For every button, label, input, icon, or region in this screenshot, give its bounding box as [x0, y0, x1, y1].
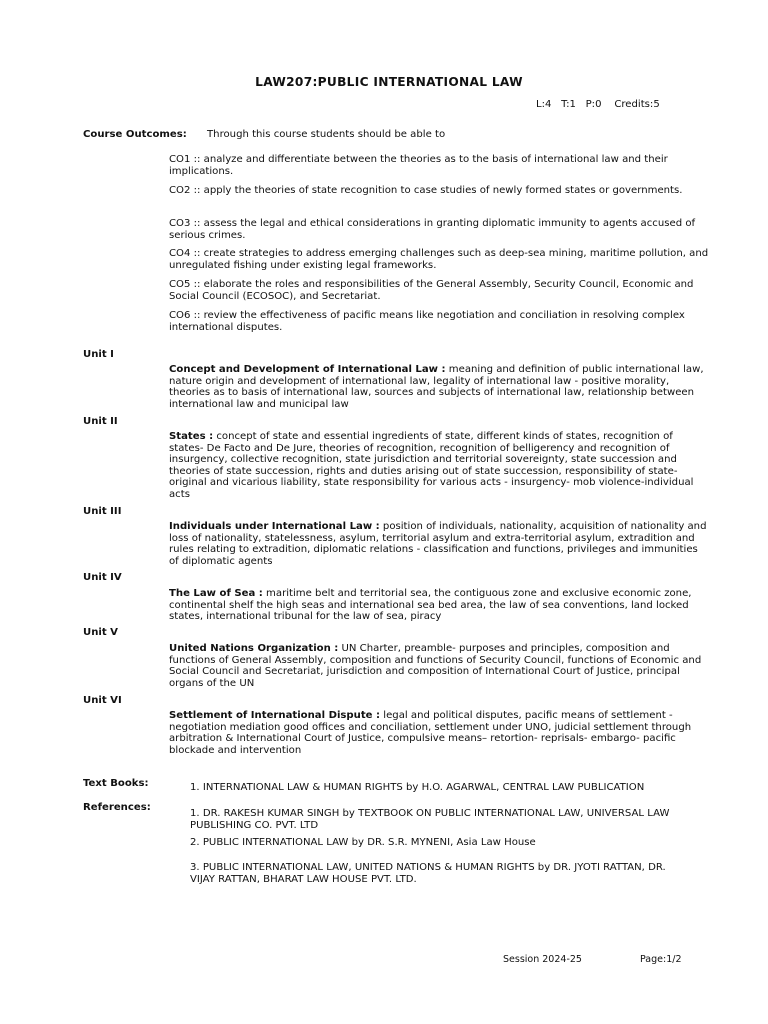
reference-item: 2. PUBLIC INTERNATIONAL LAW by DR. S.R. MYNENI, Asia Law House: [190, 837, 536, 848]
credits-line: L:4 T:1 P:0 Credits:5: [536, 99, 660, 110]
reference-item: 3. PUBLIC INTERNATIONAL LAW, UNITED NATIONS & HUMAN RIGHTS by DR. JYOTI RATTAN, DR. VIJAY RATTAN, BHARAT LAW HOUSE PVT. LTD.: [190, 862, 666, 885]
unit-heading: Settlement of International Dispute :: [169, 710, 381, 721]
page-number: Page:1/2: [640, 954, 682, 965]
course-outcomes-label: Course Outcomes:: [83, 129, 187, 140]
unit-heading: United Nations Organization :: [169, 643, 339, 654]
text-book-item: 1. INTERNATIONAL LAW & HUMAN RIGHTS by H.O. AGARWAL, CENTRAL LAW PUBLICATION: [190, 782, 645, 793]
course-outcome-item: CO3 :: assess the legal and ethical considerations in granting diplomatic immunity to agents accused of serious crimes.: [169, 218, 696, 241]
unit-text: meaning and definition of public international law, nature origin and development of international law, legality of international law - positive morality, theories as to basis of international law, sources and subjects of international law, relationship between international law and municipal law: [169, 364, 704, 410]
unit-text: UN Charter, preamble- purposes and principles, composition and functions of General Assembly, composition and functions of Security Council, functions of Economic and Social Council and Secretariat, jurisdiction and composition of International Court of Justice, principal organs of the UN: [169, 643, 702, 689]
unit-text: legal and political disputes, pacific means of settlement - negotiation mediation good offices and conciliation, settlement under UNO, judicial settlement through arbitration & International Court of Justice, compulsive means– retortion- reprisals- embargo- pacific blockade and intervention: [169, 710, 692, 756]
unit-content: [169, 710, 709, 756]
unit-label: Unit III: [83, 506, 122, 517]
course-outcome-item: CO1 :: analyze and differentiate between the theories as to the basis of international law and their implications.: [169, 154, 668, 177]
course-outcome-item: CO2 :: apply the theories of state recognition to case studies of newly formed states or governments.: [169, 185, 683, 196]
text-books-label: Text Books:: [83, 778, 149, 789]
unit-heading: Individuals under International Law :: [169, 521, 380, 532]
unit-text: position of individuals, nationality, acquisition of nationality and loss of nationality, statelessness, asylum, territorial asylum and extra-territorial asylum, extradition and rules relating to extradition, diplomatic relations - classification and functions, privileges and immunities of diplomatic agents: [169, 521, 707, 567]
unit-text: concept of state and essential ingredients of state, different kinds of states, recognition of states- De Facto and De Jure, theories of recognition, recognition of belligerency and recognition of insurgency, collective recognition, state jurisdiction and territorial sovereignty, state succession and theories of state succession, rights and duties arising out of state succession, responsibility of state-original and vicarious liability, state responsibility for various acts - insurgency- mob violence-individual acts: [169, 431, 694, 500]
unit-content: [169, 588, 709, 623]
course-outcome-item: CO4 :: create strategies to address emerging challenges such as deep-sea mining, maritime pollution, and unregulated fishing under existing legal frameworks.: [169, 248, 709, 271]
references-label: References:: [83, 802, 151, 813]
unit-label: Unit II: [83, 416, 118, 427]
unit-text: maritime belt and territorial sea, the contiguous zone and exclusive economic zone, continental shelf the high seas and international sea bed area, the law of sea conventions, land locked states, international tribunal for the law of sea, piracy: [169, 588, 692, 623]
unit-content: [169, 521, 709, 567]
unit-content: [169, 364, 709, 410]
course-outcome-item: CO6 :: review the effectiveness of pacific means like negotiation and conciliation in resolving complex international disputes.: [169, 310, 685, 333]
unit-content: [169, 643, 709, 689]
course-outcome-item: CO5 :: elaborate the roles and responsibilities of the General Assembly, Security Council, Economic and Social Council (ECOSOC), and Secretariat.: [169, 279, 694, 302]
unit-heading: States :: [169, 431, 214, 442]
session-label: Session 2024-25: [503, 954, 582, 965]
unit-label: Unit IV: [83, 572, 122, 583]
unit-label: Unit VI: [83, 695, 122, 706]
course-outcomes-intro: Through this course students should be able to: [207, 129, 446, 140]
unit-label: Unit V: [83, 627, 118, 638]
unit-heading: Concept and Development of International Law :: [169, 364, 446, 375]
course-title: LAW207:PUBLIC INTERNATIONAL LAW: [255, 75, 523, 89]
unit-heading: The Law of Sea :: [169, 588, 263, 599]
unit-content: [169, 431, 709, 501]
reference-item: 1. DR. RAKESH KUMAR SINGH by TEXTBOOK ON PUBLIC INTERNATIONAL LAW, UNIVERSAL LAW PUBLISHING CO. PVT. LTD: [190, 808, 670, 831]
unit-label: Unit I: [83, 349, 114, 360]
